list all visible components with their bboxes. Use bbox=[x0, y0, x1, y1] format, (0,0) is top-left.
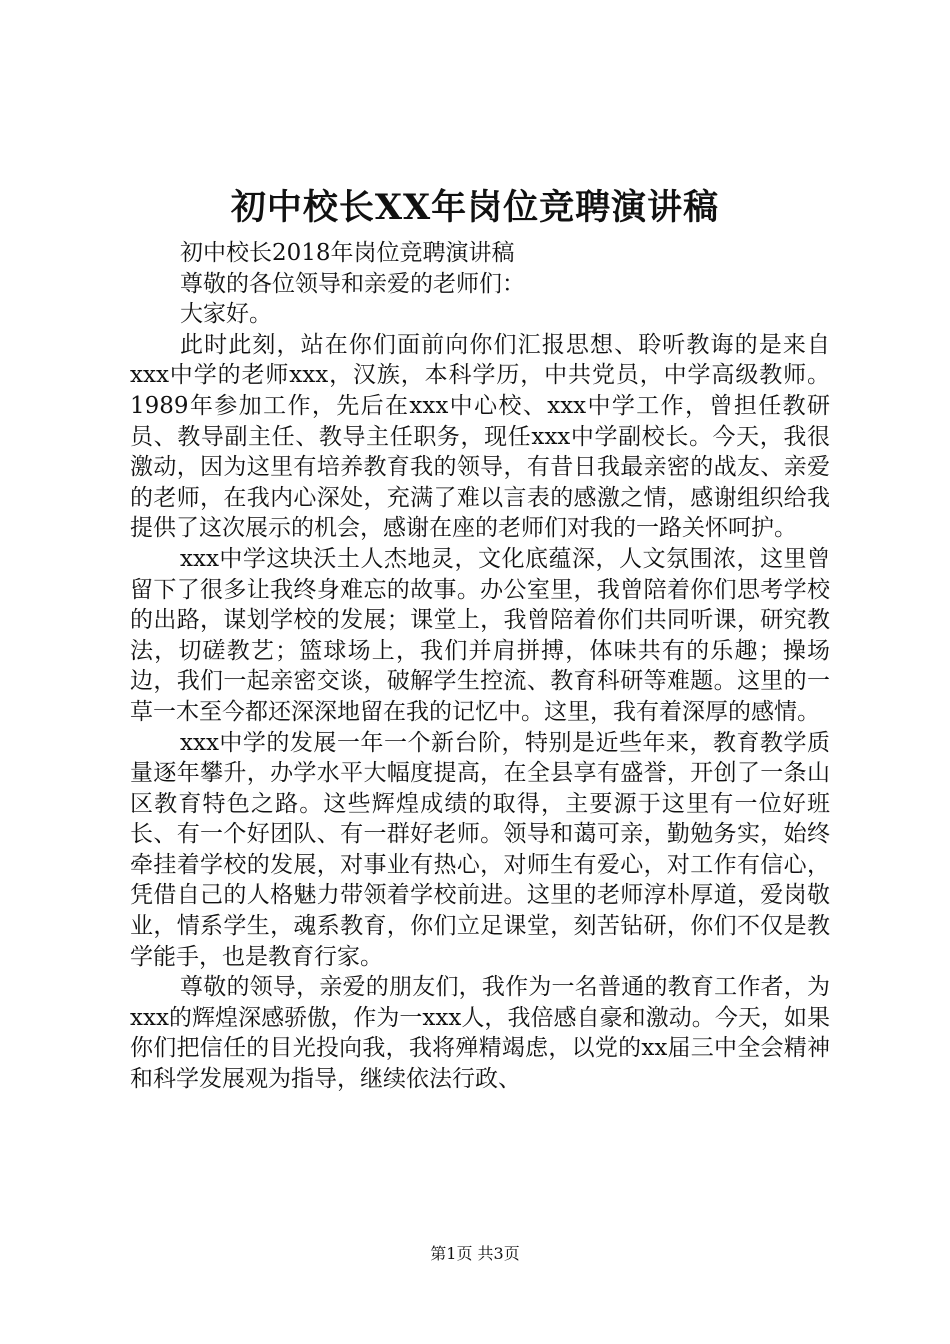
paragraph-introduction: 此时此刻，站在你们面前向你们汇报思想、聆听教诲的是来自xxx中学的老师xxx，汉族，本科学历，中共党员，中学高级教师。1989年参加工作，先后在xxx中心校、xxx中学工作，曾担任教研员、教导副主任、教导主任职务，现任xxx中学副校长。今天，我很激动，因为这里有培养教育我的领导，有昔日我最亲密的战友、亲爱的老师，在我内心深处，充满了难以言表的感激之情，感谢组织给我提供了这次展示的机会，感谢在座的老师们对我的一路关怀呵护。 bbox=[130, 331, 830, 542]
document-title: 初中校长XX年岗位竞聘演讲稿 bbox=[230, 187, 720, 228]
paragraph-subtitle: 初中校长2018年岗位竞聘演讲稿 bbox=[180, 240, 515, 266]
paragraph-greeting: 大家好。 bbox=[180, 301, 272, 328]
page-number-footer: 第1页 共3页 bbox=[430, 1244, 520, 1263]
document-body bbox=[130, 238, 830, 1095]
paragraph-commitment: 尊敬的领导，亲爱的朋友们，我作为一名普通的教育工作者，为xxx的辉煌深感骄傲，作为一xxx人，我倍感自豪和激动。今天，如果你们把信任的目光投向我，我将殚精竭虑，以党的xx届三中全会精神和科学发展观为指导，继续依法行政、 bbox=[130, 974, 830, 1093]
paragraph-salutation: 尊敬的各位领导和亲爱的老师们： bbox=[180, 270, 525, 297]
paragraph-school-memories: xxx中学这块沃土人杰地灵，文化底蕴深，人文氛围浓，这里曾留下了很多让我终身难忘的故事。办公室里，我曾陪着你们思考学校的出路，谋划学校的发展；课堂上，我曾陪着你们共同听课，研究教法，切磋教艺；篮球场上，我们并肩拼搏，体味共有的乐趣；操场边，我们一起亲密交谈，破解学生控流、教育科研等难题。这里的一草一木至今都还深深地留在我的记忆中。这里，我有着深厚的感情。 bbox=[130, 545, 830, 725]
paragraph-school-development: xxx中学的发展一年一个新台阶，特别是近些年来，教育教学质量逐年攀升，办学水平大幅度提高，在全县享有盛誉，开创了一条山区教育特色之路。这些辉煌成绩的取得，主要源于这里有一位好班长、有一个好团队、有一群好老师。领导和蔼可亲，勤勉务实，始终牵挂着学校的发展，对事业有热心，对师生有爱心，对工作有信心，凭借自己的人格魅力带领着学校前进。这里的老师淳朴厚道，爱岗敬业，情系学生，魂系教育，你们立足课堂，刻苦钻研，你们不仅是教学能手，也是教育行家。 bbox=[130, 729, 830, 970]
